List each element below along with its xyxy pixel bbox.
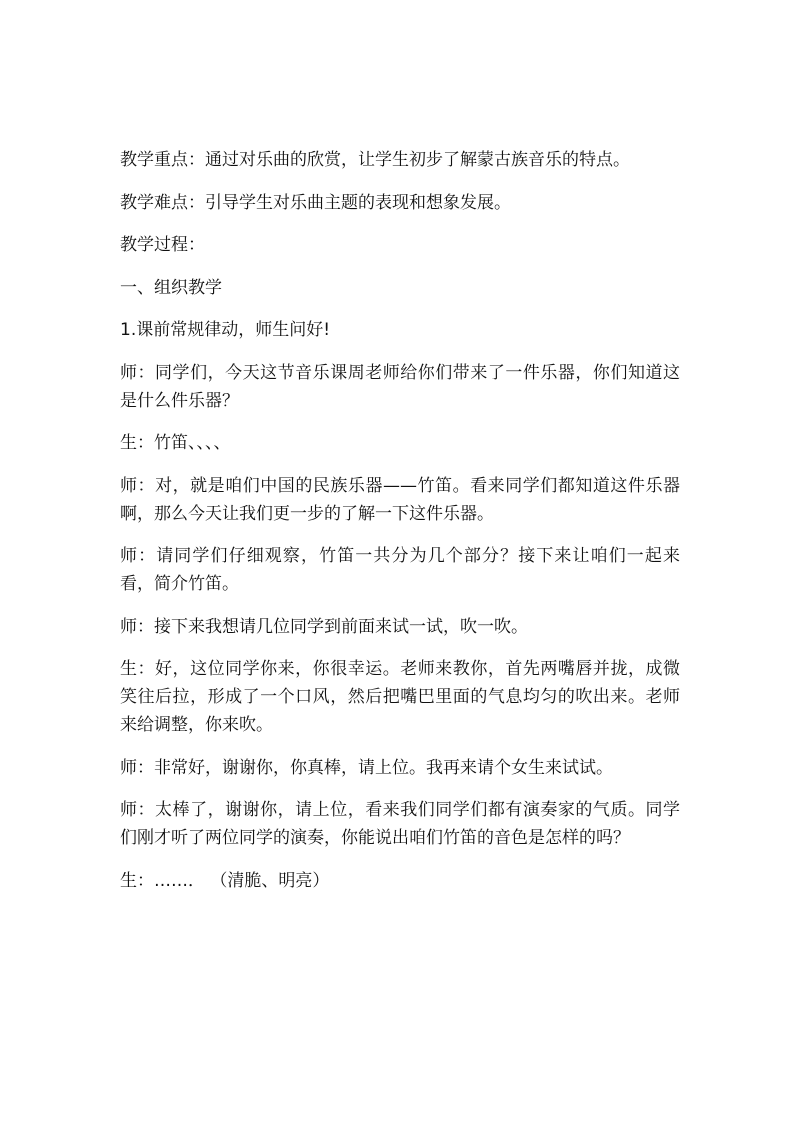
paragraph-step-one: 1.课前常规律动，师生问好! — [120, 320, 331, 340]
paragraph-teaching-focus: 教学重点：通过对乐曲的欣赏，让学生初步了解蒙古族音乐的特点。 — [120, 150, 630, 170]
paragraph-section-heading: 一、组织教学 — [120, 277, 222, 298]
paragraph-dialogue: 生：竹笛、、、、 — [120, 433, 231, 453]
paragraph-dialogue: 师：同学们，今天这节音乐课周老师给你们带来了一件乐器，你们知道这是什么件乐器？ — [120, 362, 680, 411]
paragraph-teaching-process-heading: 教学过程： — [120, 235, 205, 255]
paragraph-dialogue: 生：……． （清脆、明亮） — [120, 870, 330, 891]
paragraph-dialogue: 生：好，这位同学你来，你很幸运。老师来教你，首先两嘴唇并拢，成微笑往后拉，形成了一个口风，然后把嘴巴里面的气息均匀的吹出来。老师来给调整，你来吹。 — [120, 659, 680, 735]
document-body — [120, 146, 680, 909]
paragraph-teaching-difficulty: 教学难点：引导学生对乐曲主题的表现和想象发展。 — [120, 192, 511, 213]
paragraph-dialogue: 师：对，就是咱们中国的民族乐器——竹笛。看来同学们都知道这件乐器啊，那么今天让我们更一步的了解一下这件乐器。 — [120, 475, 680, 524]
paragraph-dialogue: 师：请同学们仔细观察，竹笛一共分为几个部分？接下来让咱们一起来看，简介竹笛。 — [120, 546, 680, 594]
paragraph-dialogue: 师：接下来我想请几位同学到前面来试一试，吹一吹。 — [120, 616, 528, 637]
paragraph-dialogue: 师：非常好，谢谢你，你真棒，请上位。我再来请个女生来试试。 — [120, 757, 613, 778]
paragraph-dialogue: 师：太棒了，谢谢你，请上位，看来我们同学们都有演奏家的气质。同学们刚才听了两位同学的演奏，你能说出咱们竹笛的音色是怎样的吗？ — [120, 800, 680, 848]
